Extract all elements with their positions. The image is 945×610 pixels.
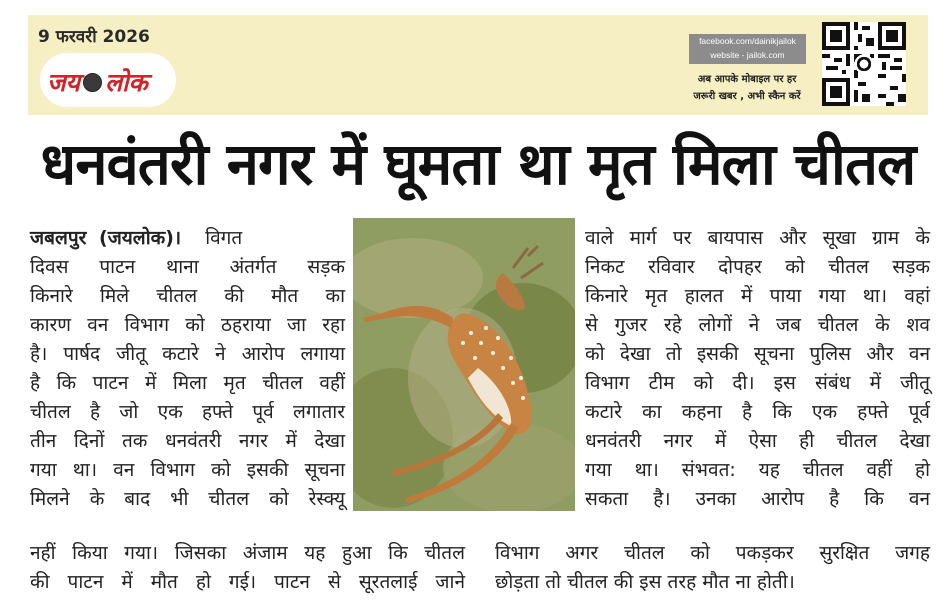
headline: धनवंतरी नगर में घूमता था मृत मिला चीतल <box>40 130 916 198</box>
text-line: से गुजर रहे लोगों ने जब चीतल के शव <box>585 314 930 336</box>
bottom-row <box>30 539 930 568</box>
text-line: मिलने के बाद भी चीतल को रेस्क्यू <box>30 488 345 510</box>
facebook-link: facebook.com/dainikjailok <box>699 36 796 46</box>
text-line: धनवंतरी नगर में ऐसा ही चीतल देखा <box>585 430 930 452</box>
text-line: कारण वन विभाग को ठहराया जा रहा <box>30 314 345 336</box>
text-line: नहीं किया गया। जिसका अंजाम यह हुआ कि चीतल <box>30 542 465 564</box>
text-line: को देखा तो इसकी सूचना पुलिस और वन <box>585 343 930 365</box>
issue-date: 9 फरवरी 2026 <box>38 27 150 47</box>
text-line: है कि पाटन में मिला मृत चीतल वहीं <box>30 372 345 394</box>
column-1-body <box>30 253 345 514</box>
dateline: जबलपुर (जयलोक)। <box>30 227 182 249</box>
social-links-box <box>689 34 806 64</box>
dead-chital-photo <box>353 218 575 511</box>
article-bottom-block <box>30 539 930 597</box>
column-2-body <box>585 224 930 514</box>
text-line: निकट रविवार दोपहर को चीतल सड़क <box>585 256 930 278</box>
text-line: चीतल है जो एक हफ्ते पूर्व लगातार <box>30 401 345 423</box>
website-link: website - jailok.com <box>710 50 785 60</box>
text-line: विभाग टीम को दी। इस संबंध में जीतू <box>585 372 930 394</box>
text-line: गया था। वन विभाग को इसकी सूचना <box>30 459 345 481</box>
text-line: कटारे का कहना है कि एक हफ्ते पूर्व <box>585 401 930 423</box>
text-line: की पाटन में मौत हो गई। पाटन से सूरतलाई जाने <box>30 571 465 593</box>
text-line: छोड़ता तो चीतल की इस तरह मौत ना होती। <box>495 571 795 593</box>
text-line: सकता है। उनका आरोप है कि वन <box>585 488 930 510</box>
logo-text-right: लोक <box>105 68 148 97</box>
text-line: दिवस पाटन थाना अंतर्गत सड़क <box>30 256 345 278</box>
text-line: है। पार्षद जीतू कटारे ने आरोप लगाया <box>30 343 345 365</box>
text-line: तीन दिनों तक धनवंतरी नगर में देखा <box>30 430 345 452</box>
newspaper-logo <box>47 65 148 99</box>
qr-caption: अब आपके मोबाइल पर हर जरूरी खबर , अभी स्कैन करें <box>693 74 801 102</box>
bottom-row <box>30 568 930 597</box>
text-line: किनारे मृत हालत में पाया गया था। वहां <box>585 285 930 307</box>
text-line: विभाग अगर चीतल को पकड़कर सुरक्षित जगह <box>495 542 930 564</box>
text-line: वाले मार्ग पर बायपास और सूखा ग्राम के <box>585 227 930 249</box>
globe-icon <box>83 73 102 92</box>
text-line: गया था। संभवत: यह चीतल वहीं हो <box>585 459 930 481</box>
text-line: किनारे मिले चीतल की मौत का <box>30 285 345 307</box>
article-column-2 <box>585 224 930 514</box>
article-column-1: जबलपुर (जयलोक)। विगत दिवस पाटन थाना अंतर्गत सड़क किनारे मिले चीतल की मौत का कारण वन विभाग को ठहराया जा रहा है। पार्षद जीतू कटारे ने आरोप लगाया है कि पाटन में मिला मृत चीतल वहीं चीतल है जो एक हफ्ते पूर्व लगातार तीन दिनों तक धनवंतरी नगर में देखा गया था। वन विभाग को इसकी सूचना मिलने के बाद भी चीतल को रेस्क्यू <box>30 224 345 514</box>
logo-text-left: जय <box>47 68 81 97</box>
qr-code-icon <box>822 22 906 106</box>
